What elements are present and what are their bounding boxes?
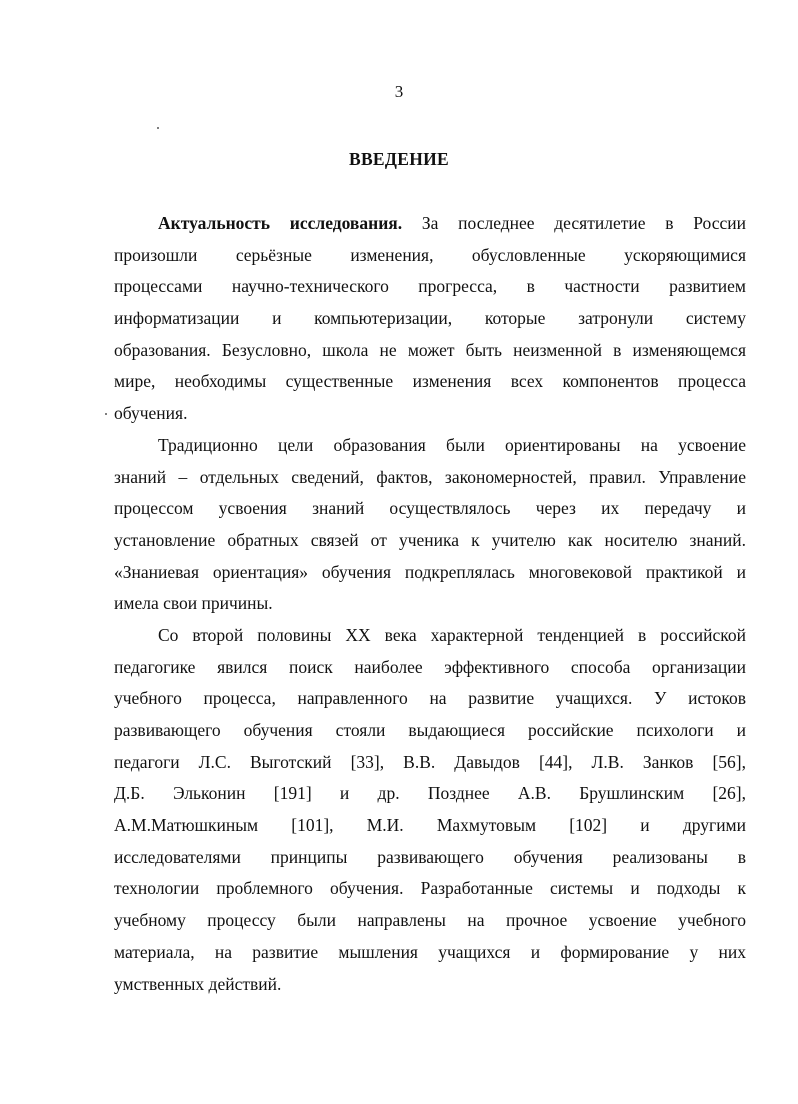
text-line: исследователями принципы развивающего обучения реализованы в bbox=[114, 846, 746, 867]
paragraph-relevance bbox=[114, 208, 746, 430]
text-line: учебному процессу были направлены на прочное усвоение учебного bbox=[114, 910, 746, 931]
text-line: развивающего обучения стояли выдающиеся российские психологи и bbox=[114, 720, 746, 740]
text-line: Со второй половины XX века характерной тенденцией в российской bbox=[158, 624, 746, 645]
scan-speck bbox=[105, 413, 107, 415]
text-line: Д.Б. Эльконин [191] и др. Позднее А.В. Брушлинским [26], bbox=[114, 783, 746, 804]
body-text bbox=[114, 208, 746, 1000]
text-line: информатизации и компьютеризации, которые затронули систему bbox=[114, 308, 746, 329]
text-line: материала, на развитие мышления учащихся и формирование у них bbox=[114, 941, 746, 962]
text-line: Традиционно цели образования были ориентированы на усвоение bbox=[158, 434, 746, 455]
text-line: А.М.Матюшкиным [101], М.И. Махмутовым [102] и другими bbox=[114, 815, 746, 836]
text-line: педагогике явился поиск наиболее эффективного способа организации bbox=[114, 656, 746, 677]
text-line: имела свои причины. bbox=[114, 593, 273, 614]
paragraph-traditional-goals bbox=[114, 430, 746, 620]
text-line: учебного процесса, направленного на развитие учащихся. У истоков bbox=[114, 688, 746, 709]
text-line: умственных действий. bbox=[114, 973, 282, 994]
text-line: мире, необходимы существенные изменения всех компонентов процесса bbox=[114, 371, 746, 392]
scan-speck bbox=[157, 127, 159, 129]
lead-phrase: Актуальность исследования. bbox=[158, 213, 403, 233]
text-line: обучения. bbox=[114, 403, 188, 424]
text-line: «Знаниевая ориентация» обучения подкреплялась многовековой практикой и bbox=[114, 561, 746, 582]
text-line: установление обратных связей от ученика к учителю как носителю знаний. bbox=[114, 529, 746, 550]
text-line: Актуальность исследования. За последнее десятилетие в России bbox=[158, 213, 746, 233]
text-line: процессами научно-технического прогресса, в частности развитием bbox=[114, 276, 746, 297]
text-line: педагоги Л.С. Выготский [33], В.В. Давыдов [44], Л.В. Занков [56], bbox=[114, 751, 746, 772]
section-heading: ВВЕДЕНИЕ bbox=[348, 149, 450, 169]
text-line: процессом усвоения знаний осуществлялось через их передачу и bbox=[114, 498, 746, 519]
paragraph-developmental-learning bbox=[114, 620, 746, 1000]
text-line: технологии проблемного обучения. Разработанные системы и подходы к bbox=[114, 878, 746, 899]
text-line: знаний – отдельных сведений, фактов, закономерностей, правил. Управление bbox=[114, 466, 746, 487]
page-number: 3 bbox=[394, 82, 404, 101]
text-line: произошли серьёзные изменения, обусловленные ускоряющимися bbox=[114, 244, 746, 265]
text-line: образования. Безусловно, школа не может быть неизменной в изменяющемся bbox=[114, 339, 746, 360]
